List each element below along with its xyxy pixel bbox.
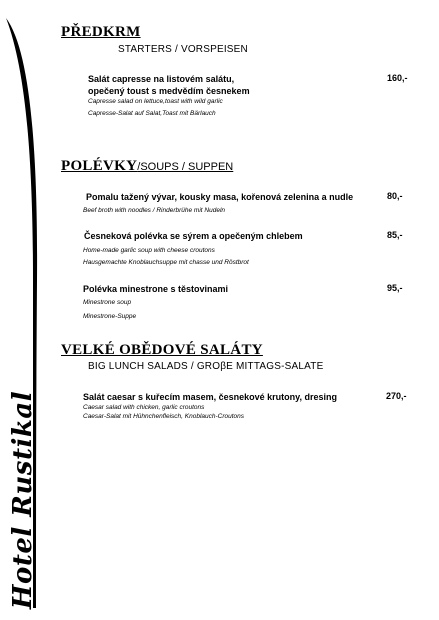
menu-item-translation: Caesar-Salat mit Hühnchenfleisch, Knoblauch-Croutons — [83, 413, 245, 420]
menu-item-translation: Capresse-Salat auf Salat,Toast mit Bärlauch — [88, 110, 216, 117]
menu-item-price: 95,- — [387, 283, 403, 293]
menu-item-name: Salát caesar s kuřecím masem, česnekové krutony, dresing — [83, 392, 337, 402]
menu-item-translation: Caesar salad with chicken, garlic croutons — [83, 404, 205, 411]
menu-item-translation: Minestrone soup — [83, 299, 132, 306]
menu-item-translation: Minestrone-Suppe — [83, 313, 137, 320]
menu-item-translation: Beef broth with noodles / Rinderbrühe mit Nudeln — [83, 207, 225, 214]
menu-item-price: 85,- — [387, 230, 403, 240]
menu-item-name: Salát capresse na listovém salátu, — [88, 74, 235, 84]
brand-logo: Hotel Rustikal — [8, 390, 38, 610]
menu-item-translation: Home-made garlic soup with cheese croutons — [83, 247, 215, 254]
section-title-polevky — [61, 158, 233, 175]
section-subtitle-salads: BIG LUNCH SALADS / GROβE MITTAGS-SALATE — [88, 361, 324, 372]
menu-item-name: Pomalu tažený vývar, kousky masa, kořenová zelenina a nudle — [86, 192, 354, 202]
section-title-predkrm: PŘEDKRM — [61, 24, 141, 40]
menu-item-name: opečený toust s medvědím česnekem — [88, 86, 250, 96]
section-title-salaty: VELKÉ OBĚDOVÉ SALÁTY — [61, 342, 263, 358]
menu-item-translation: Hausgemachte Knoblauchsuppe mit chasse und Röstbrot — [83, 259, 249, 266]
section-title-main: POLÉVKY — [61, 158, 138, 174]
menu-item-name: Polévka minestrone s těstovinami — [83, 284, 229, 294]
menu-item-price: 270,- — [386, 391, 407, 401]
section-subtitle-starters: STARTERS / VORSPEISEN — [118, 44, 248, 55]
menu-item-translation: Capresse salad on lettuce,toast with wild garlic — [88, 98, 223, 105]
menu-item-name: Česneková polévka se sýrem a opečeným chlebem — [84, 231, 303, 241]
menu-item-price: 160,- — [387, 73, 408, 83]
section-title-rest: /SOUPS / SUPPEN — [137, 161, 234, 173]
menu-item-price: 80,- — [387, 191, 403, 201]
